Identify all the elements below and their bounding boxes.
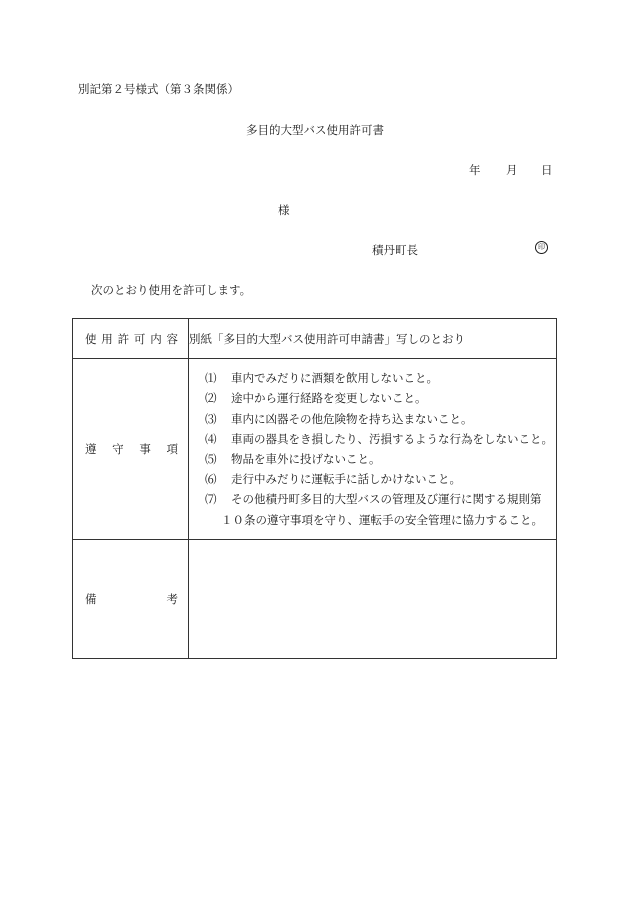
list-item-continuation [205,510,556,530]
label-char: 守 [112,442,124,456]
rule-text: 途中から運行経路を変更しないこと。 [231,391,427,406]
list-item [205,409,556,429]
list-item [205,449,556,469]
addressee-suffix: 様 [278,203,290,217]
rule-text: 車両の器具をき損したり、汚損するような行為をしないこと。 [231,431,553,446]
table-row-rules [73,359,557,540]
usage-content: 別紙「多目的大型バス使用許可申請書」写しのとおり [189,319,557,359]
list-item [205,368,556,388]
rule-text: 車内でみだりに酒類を飲用しないこと。 [231,371,438,386]
rule-text: 走行中みだりに運転手に話しかけないこと。 [231,472,461,487]
list-item [205,388,556,408]
permit-table [72,318,557,659]
remarks-label [73,540,189,659]
label-char: 遵 [85,442,97,456]
label-char: 事 [139,442,151,456]
rule-text: 物品を車外に投げないこと。 [231,452,381,466]
rule-text: １０条の遵守事項を守り、運転手の安全管理に協力すること。 [221,512,543,527]
table-row-usage [73,319,557,359]
rule-number: ⑷ [205,431,217,446]
date-year-label: 年 [469,163,481,177]
rule-number: ⑶ [205,411,217,426]
label-char: 内 [150,331,162,346]
remarks-content [189,540,557,659]
date-month-label: 月 [506,163,518,177]
label-char: 容 [166,331,178,346]
rule-text: その他積丹町多目的大型バスの管理及び運行に関する規則第 [231,492,542,507]
rule-number: ⑴ [205,371,217,386]
document-title: 多目的大型バス使用許可書 [246,123,384,137]
rule-number: ⑵ [205,391,217,406]
label-char: 許 [117,331,130,346]
list-item [205,429,556,449]
rules-label [73,359,189,540]
rule-number: ⑹ [205,472,217,487]
label-char: 可 [133,331,146,346]
rules-content [189,359,557,540]
label-char: 使 [85,331,97,346]
issuer-title: 積丹町長 [372,243,418,257]
seal-icon: 印 [535,241,548,254]
usage-label [73,319,189,359]
date-day-label: 日 [541,163,553,177]
rule-number: ⑺ [205,492,217,507]
rule-text: 車内に凶器その他危険物を持ち込まないこと。 [231,411,473,426]
label-char: 項 [166,442,178,456]
rule-number: ⑸ [205,452,217,466]
list-item [205,489,556,509]
label-char: 備 [85,592,97,606]
list-item [205,469,556,489]
form-label: 別記第２号様式（第３条関係） [78,82,239,96]
label-char: 用 [101,331,113,346]
label-char: 考 [166,592,178,606]
table-row-remarks [73,540,557,659]
intro-text: 次のとおり使用を許可します。 [91,283,252,297]
